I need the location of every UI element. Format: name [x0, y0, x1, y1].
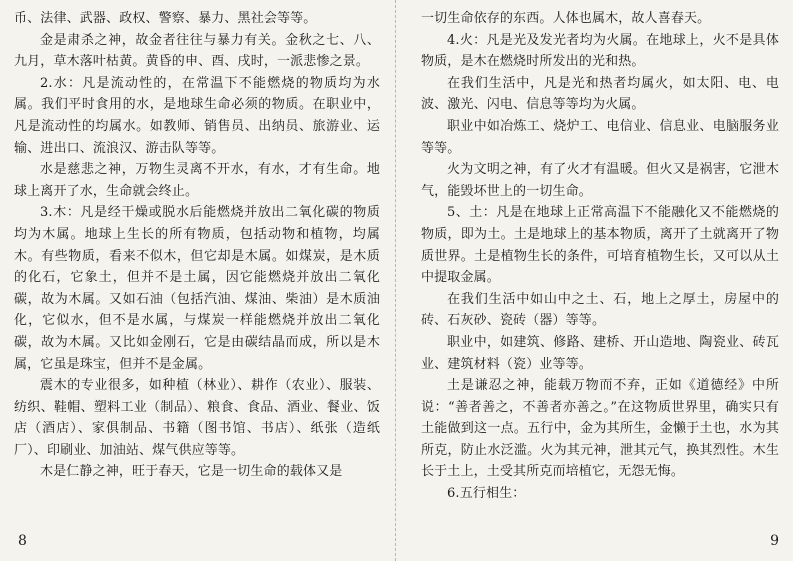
- right-paragraph-9: 土是谦忍之神，能载万物而不弃，正如《道德经》中所说：“善者善之，不善者亦善之。”在这物质世界里，确实只有土能做到这一点。五行中，金为其所生，金懒于土也，水为其所克，防止水泛滥。火为其元神，泄其元气，换其烈性。木生长于土上，土受其所克而培植它，无怨无悔。: [421, 378, 779, 480]
- right-page: [397, 0, 793, 561]
- right-paragraph-6-earth-heading: 5、土：凡是在地球上正常高温下不能融化又不能燃烧的物质，即为土。土是地球上的基本物质，离开了土就离开了物质世界。土是植物生长的条件，可培育植物生长，又可以从土中提取金属。: [421, 205, 779, 286]
- left-page: [0, 0, 396, 561]
- right-paragraph-8: 职业中，如建筑、修路、建桥、开山造地、陶瓷业、砖瓦业、建筑材料（瓷）业等等。: [421, 334, 779, 372]
- left-paragraph-6: 震木的专业很多，如种植（林业）、耕作（农业）、服装、纺织、鞋帽、塑料工业（制品）、粮食、食品、酒业、餐业、饭店（酒店）、家俱制品、书籍（图书馆、书店）、纸张（造纸厂）、印刷业、加油站、煤气供应等等。: [14, 378, 380, 458]
- right-paragraph-4: 职业中如冶炼工、烧炉工、电信业、信息业、电脑服务业等等。: [421, 118, 779, 156]
- right-paragraph-3: 在我们生活中，凡是光和热者均属火，如太阳、电、电波、激光、闪电、信息等等均为火属。: [421, 75, 779, 113]
- left-paragraph-4: 水是慈悲之神，万物生灵离不开水，有水，才有生命。地球上离开了水，生命就会终止。: [14, 162, 380, 199]
- left-paragraph-7: 木是仁静之神，旺于春天，它是一切生命的载体又是: [40, 464, 343, 480]
- left-paragraph-1: 币、法律、武器、政权、警察、暴力、黑社会等等。: [14, 11, 317, 26]
- left-paragraph-2: 金是肃杀之神，故金者往往与暴力有关。金秋之七、八、九月，草木落叶枯黄。黄昏的申、酉、戌时，一派悲惨之景。: [14, 32, 380, 70]
- right-paragraph-2-fire-heading: 4.火：凡是光及发光者均为火属。在地球上，火不是具体物质，是木在燃烧时所发出的光和热。: [421, 32, 779, 70]
- right-page-number: 9: [770, 533, 779, 549]
- right-paragraph-10-section-heading: 6.五行相生：: [447, 486, 526, 502]
- page-gutter-divider: [395, 0, 396, 561]
- left-paragraph-3-water-heading: 2.水：凡是流动性的，在常温下不能燃烧的物质均为水属。我们平时食用的水，是地球生命必须的物质。在职业中，凡是流动性的均属水。如教师、销售员、出纳员、旅游业、运输、进出口、流浪汉、游击队等等。: [14, 75, 380, 156]
- left-page-number: 8: [18, 533, 27, 549]
- right-paragraph-5: 火为文明之神，有了火才有温暖。但火又是祸害，它泄木气，能毁坏世上的一切生命。: [421, 162, 779, 199]
- right-paragraph-1: 一切生命依存的东西。人体也属木，故人喜春天。: [421, 11, 711, 26]
- right-paragraph-7: 在我们生活中如山中之土、石，地上之厚土，房屋中的砖、石灰砂、瓷砖（器）等等。: [421, 291, 779, 329]
- left-paragraph-5-wood-heading: 3.木：凡是经干燥或脱水后能燃烧并放出二氧化碳的物质均为木属。地球上生长的所有物质，包括动物和植物，均属木。有些物质，看来不似木，但它却是木属。如煤炭，是木质的化石，它象土，但并不是土属，因它能燃烧并放出二氧化碳，故为木属。又如石油（包括汽油、煤油、柴油）是木质油化，它似水，但不是水属，与煤炭一样能燃烧并放出二氧化碳，故为木属。又比如金刚石，它是由碳结晶而成，所以是木属，它虽是珠宝，但并不是金属。: [14, 205, 380, 372]
